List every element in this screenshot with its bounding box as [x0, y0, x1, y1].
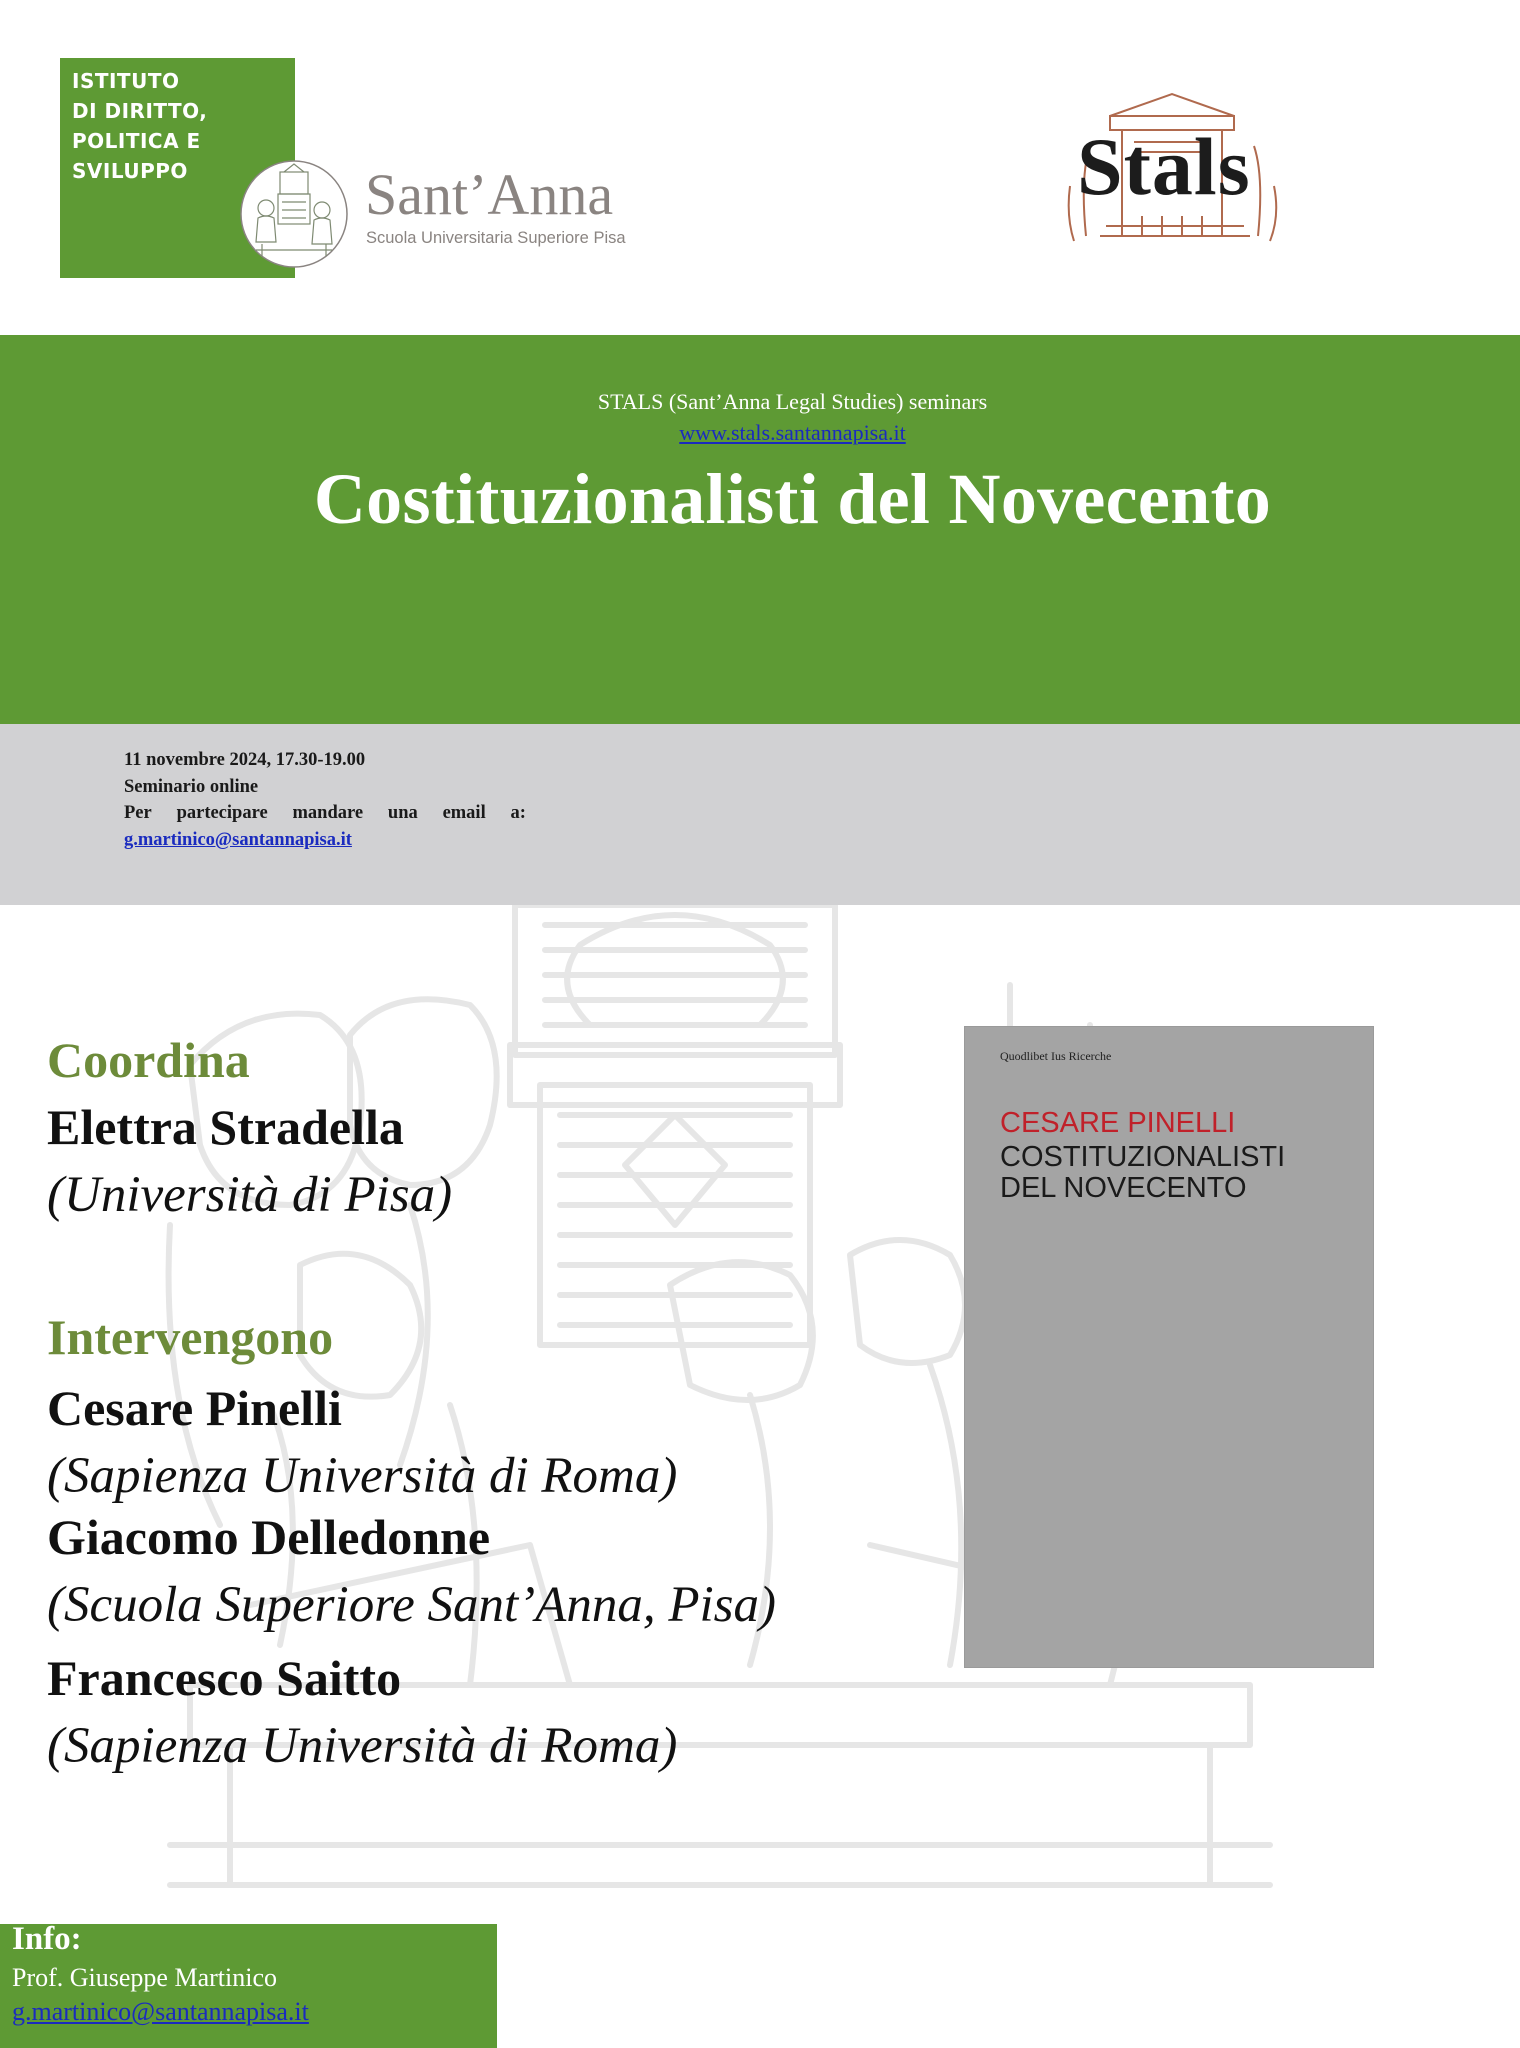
speaker-affiliation: (Sapienza Università di Roma) [47, 1718, 678, 1774]
book-title-line: DEL NOVECENTO [1000, 1172, 1247, 1204]
register-word: a: [510, 803, 526, 823]
speaker-affiliation: (Sapienza Università di Roma) [47, 1448, 678, 1504]
institute-line: DI DIRITTO, [72, 99, 208, 123]
register-word: una [387, 803, 418, 823]
register-word: mandare [292, 803, 364, 823]
intervengono-label: Intervengono [47, 1309, 334, 1365]
event-format: Seminario online [124, 776, 259, 797]
coordinator-affiliation: (Università di Pisa) [47, 1167, 453, 1223]
info-contact-name: Prof. Giuseppe Martinico [12, 1963, 278, 1992]
book-title-line: COSTITUZIONALISTI [1000, 1141, 1286, 1173]
speaker-name: Francesco Saitto [47, 1650, 402, 1706]
coordinator-name: Elettra Stradella [47, 1099, 404, 1155]
series-url-link[interactable]: www.stals.santannapisa.it [679, 420, 906, 445]
series-label: STALS (Sant’Anna Legal Studies) seminars [597, 389, 988, 414]
institute-line: POLITICA E [72, 129, 201, 153]
book-series: Quodlibet Ius Ricerche [1000, 1049, 1112, 1063]
speaker-affiliation: (Scuola Superiore Sant’Anna, Pisa) [47, 1577, 776, 1633]
register-word: partecipare [176, 803, 268, 823]
event-email-link[interactable]: g.martinico@santannapisa.it [124, 829, 352, 850]
santanna-name: Sant’Anna [365, 162, 614, 227]
series-url-wrap [0, 420, 1520, 446]
info-contact-email-link[interactable]: g.martinico@santannapisa.it [12, 1997, 309, 2026]
institute-logo-text [72, 66, 207, 186]
event-register-instruction [124, 800, 526, 827]
event-datetime: 11 novembre 2024, 17.30-19.00 [124, 750, 366, 770]
santanna-seal-icon [238, 158, 350, 270]
institute-line: SVILUPPO [72, 159, 188, 183]
info-heading: Info: [12, 1921, 82, 1957]
book-cover [965, 1027, 1373, 1667]
institute-line: ISTITUTO [72, 69, 180, 93]
page-title: Costituzionalisti del Novecento [313, 459, 1272, 539]
event-info [124, 747, 526, 853]
book-author: CESARE PINELLI [1000, 1107, 1236, 1139]
coordina-label: Coordina [47, 1032, 250, 1088]
register-word: email [442, 803, 486, 823]
register-word: Per [124, 803, 152, 823]
speaker-name: Cesare Pinelli [47, 1380, 342, 1436]
santanna-subtitle: Scuola Universitaria Superiore Pisa [366, 229, 626, 247]
speaker-name: Giacomo Delledonne [47, 1509, 491, 1565]
info-contact-email-wrap [12, 1997, 309, 2027]
stals-logo-text: Stals [1077, 121, 1251, 212]
book-title [1000, 1142, 1285, 1204]
